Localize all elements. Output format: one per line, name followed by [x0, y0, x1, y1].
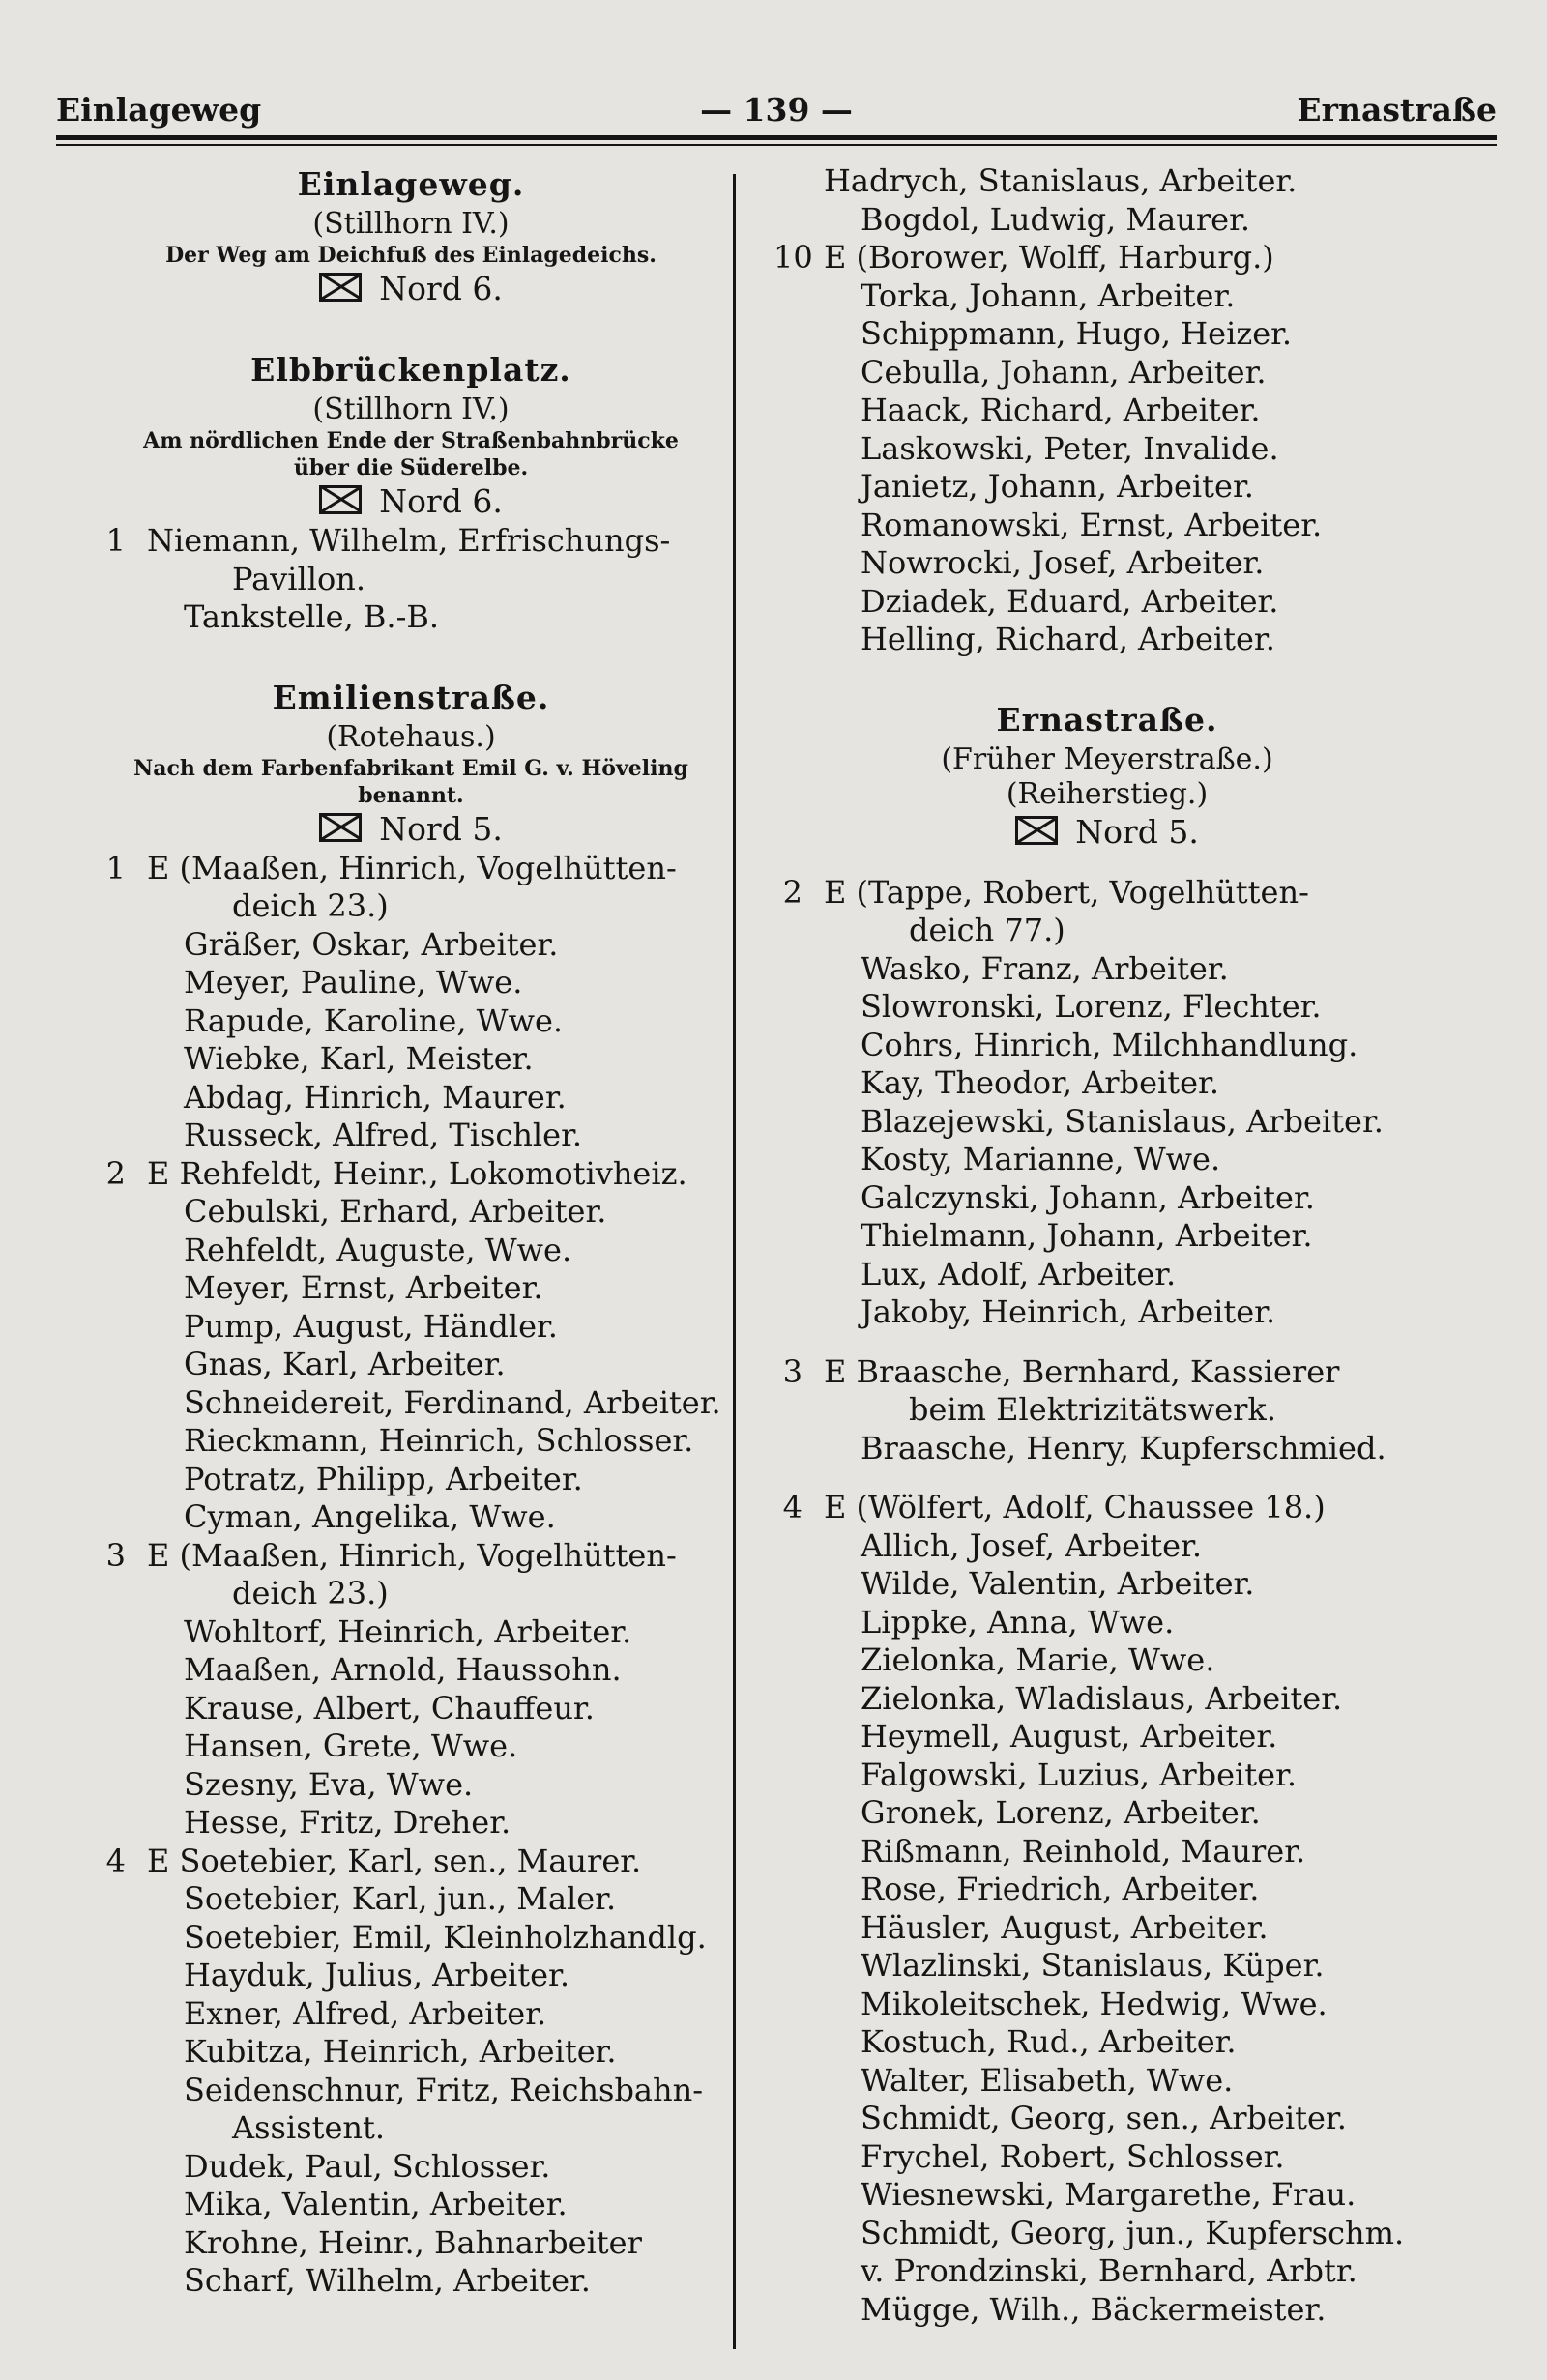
resident-entry: Lux, Adolf, Arbeiter.	[861, 1255, 1177, 1292]
house-number: 4	[782, 1489, 803, 1525]
page-header	[56, 85, 1497, 143]
directory-line	[774, 2252, 1441, 2291]
entry-gap	[774, 1332, 1441, 1353]
page-number: — 139 —	[700, 91, 853, 129]
directory-line	[774, 1527, 1441, 1566]
resident-entry: Cebulla, Johann, Arbeiter.	[861, 353, 1267, 391]
resident-entry: Kosty, Marianne, Wwe.	[861, 1141, 1221, 1177]
directory-line	[97, 1308, 725, 1347]
directory-line	[774, 1141, 1441, 1179]
resident-entry: Meyer, Pauline, Wwe.	[184, 964, 523, 1001]
directory-line	[97, 1651, 725, 1690]
directory-line	[97, 1422, 725, 1461]
resident-entry: Scharf, Wilhelm, Arbeiter.	[184, 2262, 591, 2299]
directory-line	[97, 1269, 725, 1308]
resident-entry: Schmidt, Georg, sen., Arbeiter.	[861, 2100, 1347, 2136]
directory-line	[97, 1537, 725, 1576]
directory-line	[97, 1690, 725, 1728]
district-note: (Stillhorn IV.)	[312, 207, 510, 241]
resident-entry: Galczynski, Johann, Arbeiter.	[861, 1178, 1315, 1216]
entry-gap	[774, 1467, 1441, 1489]
directory-line	[774, 1217, 1441, 1256]
resident-entry: E (Maaßen, Hinrich, Vogelhütten-	[147, 849, 677, 886]
house-number: 3	[782, 1352, 803, 1390]
postal-district-text: Nord 6.	[379, 270, 503, 307]
directory-line	[97, 1880, 725, 1919]
resident-entry: beim Elektrizitätswerk.	[909, 1391, 1276, 1428]
directory-line	[774, 201, 1441, 240]
directory-line	[97, 2072, 725, 2110]
right-column	[774, 162, 1441, 2329]
resident-entry: Wohltorf, Heinrich, Arbeiter.	[184, 1612, 632, 1650]
resident-entry: Falgowski, Luzius, Arbeiter.	[861, 1756, 1298, 1793]
directory-line	[97, 2148, 725, 2187]
directory-line	[97, 2224, 725, 2263]
section-gap	[97, 637, 725, 676]
resident-entry: Romanowski, Ernst, Arbeiter.	[861, 506, 1323, 543]
directory-line	[774, 2023, 1441, 2062]
left-column	[97, 162, 725, 2301]
house-number: 3	[105, 1536, 126, 1574]
resident-entry: Kay, Theodor, Arbeiter.	[861, 1064, 1219, 1101]
street-title: Einlageweg.	[297, 165, 525, 203]
directory-line	[97, 1040, 725, 1079]
house-number: 10	[774, 239, 813, 276]
resident-entry: Seidenschnur, Fritz, Reichsbahn-	[184, 2071, 704, 2108]
resident-entry: Tankstelle, B.-B.	[184, 598, 440, 635]
resident-entry: Schneidereit, Ferdinand, Arbeiter.	[184, 1383, 721, 1421]
directory-line	[774, 1064, 1441, 1103]
resident-entry: E Soetebier, Karl, sen., Maurer.	[147, 1842, 642, 1879]
resident-entry: Blazejewski, Stanislaus, Arbeiter.	[861, 1102, 1384, 1140]
directory-line	[774, 2100, 1441, 2138]
resident-entry: Walter, Elisabeth, Wwe.	[861, 2061, 1234, 2099]
district-note: (Reiherstieg.)	[1006, 776, 1209, 811]
resident-entry: Exner, Alfred, Arbeiter.	[184, 1994, 547, 2032]
resident-entry: E (Maaßen, Hinrich, Vogelhütten-	[147, 1536, 677, 1574]
street-description: über die Süderelbe.	[293, 455, 529, 480]
resident-entry: Bogdol, Ludwig, Maurer.	[861, 200, 1251, 238]
directory-line	[774, 1680, 1441, 1719]
directory-line	[774, 621, 1441, 659]
resident-entry: Torka, Johann, Arbeiter.	[861, 276, 1236, 314]
resident-entry: Kubitza, Heinrich, Arbeiter.	[184, 2033, 617, 2070]
resident-entry: Zielonka, Marie, Wwe.	[861, 1641, 1215, 1678]
resident-entry: Dziadek, Eduard, Arbeiter.	[861, 582, 1279, 620]
directory-line	[97, 1193, 725, 1232]
resident-entry: Gronek, Lorenz, Arbeiter.	[861, 1794, 1261, 1831]
street-description: Nach dem Farbenfabrikant Emil G. v. Höveling benannt.	[133, 755, 688, 808]
street-title: Elbbrückenplatz.	[250, 351, 571, 389]
directory-line	[97, 1461, 725, 1499]
resident-entry: Schmidt, Georg, jun., Kupferschm.	[861, 2214, 1405, 2251]
directory-line	[97, 1079, 725, 1117]
directory-line	[97, 1766, 725, 1805]
directory-line	[97, 1117, 725, 1155]
directory-line	[97, 2033, 725, 2072]
resident-entry: Potratz, Philipp, Arbeiter.	[184, 1460, 583, 1497]
resident-entry: Slowronski, Lorenz, Flechter.	[861, 988, 1322, 1025]
house-number: 2	[782, 873, 803, 911]
directory-line	[774, 1430, 1441, 1468]
directory-line	[774, 1947, 1441, 1986]
resident-entry: deich 23.)	[232, 887, 389, 924]
directory-line	[97, 2186, 725, 2224]
resident-entry: Wasko, Franz, Arbeiter.	[861, 949, 1229, 987]
directory-line	[774, 583, 1441, 622]
resident-entry: Hayduk, Julius, Arbeiter.	[184, 1957, 569, 1993]
directory-line	[97, 522, 725, 561]
directory-line	[97, 1346, 725, 1384]
directory-line	[774, 2176, 1441, 2215]
directory-line	[97, 561, 725, 599]
postal-district-text: Nord 5.	[379, 809, 503, 848]
header-left-street: Einlageweg	[56, 91, 262, 129]
resident-entry: Russeck, Alfred, Tischler.	[184, 1117, 583, 1153]
resident-entry: Rißmann, Reinhold, Maurer.	[861, 1832, 1306, 1870]
envelope-icon	[319, 273, 362, 302]
directory-line	[97, 1155, 725, 1194]
directory-line	[97, 1498, 725, 1537]
directory-line	[97, 2109, 725, 2148]
directory-line	[774, 912, 1441, 950]
district-note: (Stillhorn IV.)	[312, 392, 510, 426]
directory-line	[774, 1604, 1441, 1642]
resident-entry: v. Prondzinski, Bernhard, Arbtr.	[861, 2252, 1357, 2289]
envelope-icon	[319, 485, 362, 514]
directory-line	[97, 2262, 725, 2301]
directory-line	[774, 988, 1441, 1027]
resident-entry: Soetebier, Emil, Kleinholzhandlg.	[184, 1918, 707, 1956]
postal-district	[97, 481, 725, 522]
house-number: 4	[105, 1842, 126, 1879]
resident-entry: Lippke, Anna, Wwe.	[861, 1603, 1175, 1640]
directory-line	[774, 1391, 1441, 1430]
directory-line	[97, 1613, 725, 1652]
postal-district	[97, 809, 725, 850]
directory-line	[774, 315, 1441, 354]
resident-entry: Wiebke, Karl, Meister.	[184, 1040, 534, 1077]
resident-entry: Janietz, Johann, Arbeiter.	[861, 468, 1254, 505]
directory-line	[774, 2215, 1441, 2253]
directory-line	[774, 874, 1441, 913]
directory-line	[97, 1575, 725, 1613]
directory-line	[97, 1995, 725, 2034]
column-divider	[733, 174, 736, 2349]
header-rule-thin	[56, 144, 1497, 146]
directory-line	[97, 1804, 725, 1843]
resident-entry: E (Borower, Wolff, Harburg.)	[824, 239, 1274, 276]
resident-entry: Maaßen, Arnold, Haussohn.	[184, 1651, 622, 1688]
resident-entry: Wilde, Valentin, Arbeiter.	[861, 1565, 1255, 1602]
directory-line	[97, 1727, 725, 1766]
resident-entry: Haack, Richard, Arbeiter.	[861, 392, 1261, 428]
directory-line	[97, 1232, 725, 1270]
resident-entry: Allich, Josef, Arbeiter.	[861, 1526, 1202, 1564]
resident-entry: Rapude, Karoline, Wwe.	[184, 1001, 564, 1039]
house-number: 1	[105, 849, 126, 886]
directory-line	[774, 162, 1441, 201]
directory-line	[774, 507, 1441, 545]
directory-line	[774, 1794, 1441, 1833]
resident-entry: Mügge, Wilh., Bäckermeister.	[861, 2290, 1327, 2328]
directory-line	[774, 1353, 1441, 1392]
resident-entry: Niemann, Wilhelm, Erfrischungs-	[147, 522, 671, 559]
resident-entry: Rieckmann, Heinrich, Schlosser.	[184, 1422, 694, 1459]
resident-entry: Heymell, August, Arbeiter.	[861, 1718, 1278, 1755]
directory-line	[97, 887, 725, 926]
resident-entry: deich 77.)	[909, 912, 1065, 948]
resident-entry: Mikoleitschek, Hedwig, Wwe.	[861, 1985, 1328, 2022]
directory-line	[97, 1002, 725, 1041]
resident-entry: Abdag, Hinrich, Maurer.	[184, 1078, 567, 1116]
resident-entry: Cohrs, Hinrich, Milchhandlung.	[861, 1026, 1358, 1063]
resident-entry: Häusler, August, Arbeiter.	[861, 1908, 1269, 1946]
header-rule-thick	[56, 135, 1497, 140]
street-description: Am nördlichen Ende der Straßenbahnbrücke	[143, 428, 679, 453]
resident-entry: Dudek, Paul, Schlosser.	[184, 2147, 551, 2185]
directory-line	[774, 392, 1441, 430]
street-title: Emilienstraße.	[272, 678, 550, 716]
resident-entry: Gräßer, Oskar, Arbeiter.	[184, 925, 559, 963]
directory-line	[774, 1565, 1441, 1604]
resident-entry: Schippmann, Hugo, Heizer.	[861, 315, 1293, 352]
resident-entry: Frychel, Robert, Schlosser.	[861, 2137, 1285, 2175]
resident-entry: Rose, Friedrich, Arbeiter.	[861, 1871, 1260, 1907]
postal-district-text: Nord 6.	[379, 482, 503, 520]
section-gap	[774, 659, 1441, 698]
directory-line	[774, 239, 1441, 277]
resident-entry: Helling, Richard, Arbeiter.	[861, 621, 1275, 657]
section-gap	[774, 853, 1441, 874]
resident-entry: E (Tappe, Robert, Vogelhütten-	[824, 873, 1309, 911]
directory-line	[774, 2062, 1441, 2101]
directory-line	[774, 354, 1441, 392]
resident-entry: Pavillon.	[232, 560, 365, 597]
directory-line	[774, 1833, 1441, 1872]
resident-entry: E Rehfeldt, Heinr., Lokomotivheiz.	[147, 1154, 687, 1192]
section-gap	[97, 309, 725, 348]
directory-line	[774, 1179, 1441, 1218]
resident-entry: E Braasche, Bernhard, Kassierer	[824, 1352, 1340, 1390]
resident-entry: Assistent.	[232, 2109, 386, 2146]
directory-line	[774, 1027, 1441, 1065]
envelope-icon	[319, 813, 362, 842]
resident-entry: Laskowski, Peter, Invalide.	[861, 429, 1279, 467]
envelope-icon	[1015, 816, 1058, 845]
directory-line	[774, 1103, 1441, 1142]
directory-line	[97, 1919, 725, 1958]
resident-entry: Cyman, Angelika, Wwe.	[184, 1498, 556, 1535]
resident-entry: Jakoby, Heinrich, Arbeiter.	[861, 1293, 1276, 1330]
resident-entry: E (Wölfert, Adolf, Chaussee 18.)	[824, 1489, 1326, 1525]
directory-line	[774, 950, 1441, 989]
street-title: Ernastraße.	[996, 700, 1218, 739]
resident-entry: Rehfeldt, Auguste, Wwe.	[184, 1231, 572, 1268]
resident-entry: deich 23.)	[232, 1575, 389, 1611]
resident-entry: Meyer, Ernst, Arbeiter.	[184, 1269, 543, 1306]
resident-entry: Wiesnewski, Margarethe, Frau.	[861, 2176, 1357, 2213]
resident-entry: Kostuch, Rud., Arbeiter.	[861, 2023, 1237, 2060]
directory-line	[774, 277, 1441, 316]
directory-line	[774, 1256, 1441, 1294]
postal-district	[774, 812, 1441, 853]
resident-entry: Hansen, Grete, Wwe.	[184, 1727, 518, 1764]
resident-entry: Gnas, Karl, Arbeiter.	[184, 1346, 506, 1382]
directory-line	[774, 1489, 1441, 1527]
resident-entry: Cebulski, Erhard, Arbeiter.	[184, 1193, 607, 1230]
directory-line	[97, 598, 725, 637]
resident-entry: Hesse, Fritz, Dreher.	[184, 1804, 511, 1841]
directory-line	[97, 1957, 725, 1995]
resident-entry: Mika, Valentin, Arbeiter.	[184, 2186, 568, 2222]
directory-line	[774, 1909, 1441, 1948]
street-description: Der Weg am Deichfuß des Einlagedeichs.	[165, 243, 657, 268]
directory-line	[774, 1871, 1441, 1909]
directory-line	[97, 964, 725, 1002]
resident-entry: Krause, Albert, Chauffeur.	[184, 1689, 595, 1727]
postal-district	[97, 269, 725, 309]
directory-line	[97, 1843, 725, 1881]
resident-entry: Szesny, Eva, Wwe.	[184, 1765, 474, 1803]
resident-entry: Hadrych, Stanislaus, Arbeiter.	[824, 162, 1298, 199]
directory-line	[774, 1641, 1441, 1680]
directory-line	[774, 1756, 1441, 1795]
resident-entry: Pump, August, Händler.	[184, 1307, 558, 1345]
directory-line	[97, 926, 725, 965]
resident-entry: Krohne, Heinr., Bahnarbeiter	[184, 2223, 642, 2261]
resident-entry: Nowrocki, Josef, Arbeiter.	[861, 544, 1265, 581]
postal-district-text: Nord 5.	[1075, 812, 1199, 851]
house-number: 2	[105, 1154, 126, 1192]
directory-line	[774, 1293, 1441, 1332]
directory-line	[774, 2291, 1441, 2330]
directory-line	[774, 544, 1441, 583]
resident-entry: Soetebier, Karl, jun., Maler.	[184, 1880, 617, 1917]
directory-line	[774, 468, 1441, 507]
district-note: (Rotehaus.)	[326, 719, 496, 754]
directory-line	[97, 1384, 725, 1423]
directory-line	[774, 2138, 1441, 2177]
resident-entry: Braasche, Henry, Kupferschmied.	[861, 1429, 1386, 1466]
directory-line	[774, 1986, 1441, 2024]
resident-entry: Thielmann, Johann, Arbeiter.	[861, 1217, 1313, 1254]
directory-line	[774, 430, 1441, 469]
header-right-street: Ernastraße	[1297, 91, 1497, 129]
former-name-note: (Früher Meyerstraße.)	[941, 741, 1273, 776]
directory-line	[774, 1718, 1441, 1756]
directory-line	[97, 850, 725, 888]
house-number: 1	[105, 522, 126, 559]
resident-entry: Wlazlinski, Stanislaus, Küper.	[861, 1947, 1325, 1984]
resident-entry: Zielonka, Wladislaus, Arbeiter.	[861, 1679, 1343, 1717]
